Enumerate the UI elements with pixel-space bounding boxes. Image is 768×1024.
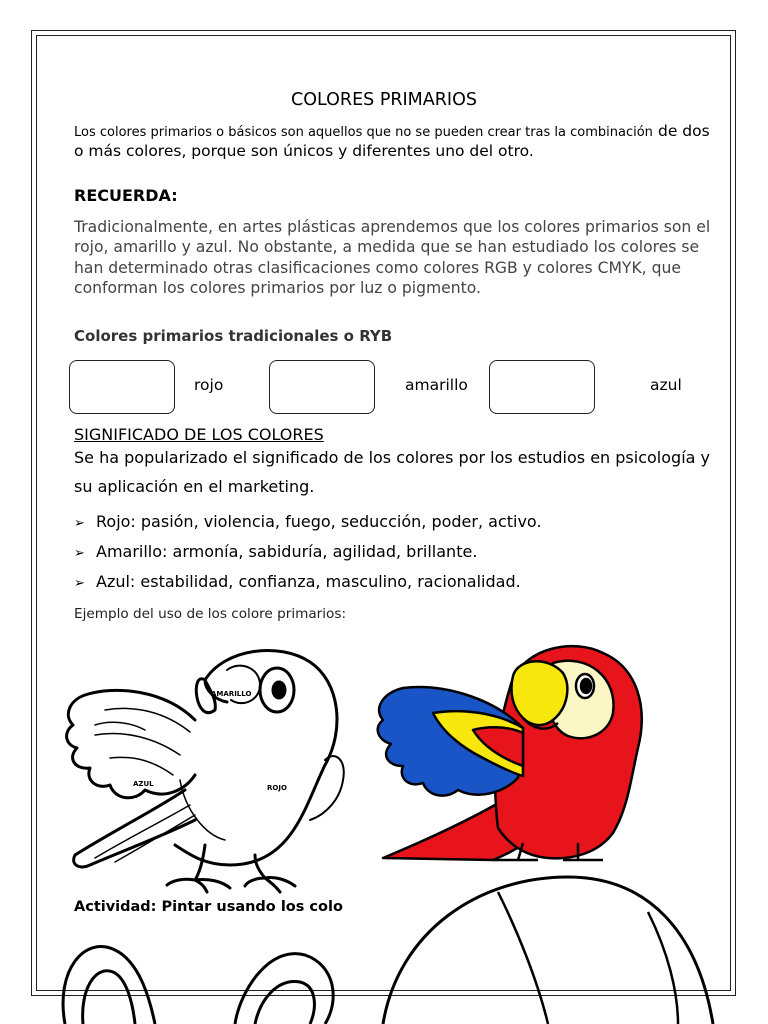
- color-box-amarillo[interactable]: [269, 360, 375, 414]
- intro-paragraph: [74, 122, 714, 160]
- significado-heading: SIGNIFICADO DE LOS COLORES: [74, 425, 324, 444]
- significado-text: Se ha popularizado el significado de los colores por los estudios en psicología y su aplicación en el marketing.: [74, 448, 710, 496]
- parrot-outline-illustration: [55, 640, 355, 895]
- list-item-text: Rojo: pasión, violencia, fuego, seducción, poder, activo.: [96, 512, 542, 531]
- arrow-bullet-icon: ➢: [74, 516, 85, 531]
- color-label-azul: azul: [650, 376, 682, 394]
- recuerda-text: Tradicionalmente, en artes plásticas aprendemos que los colores primarios son el rojo, amarillo y azul. No obstante, a medida que se han estudiado los colores se han determinado otras clasificaciones como colores RGB y colores CMYK, que conforman los colores primarios por luz o pigmento.: [74, 218, 711, 297]
- recuerda-heading: RECUERDA:: [74, 186, 178, 205]
- intro-text-part2: de dos o más colores, porque son únicos y diferentes uno del otro.: [74, 122, 710, 160]
- meaning-list: [74, 509, 542, 599]
- list-item-text: Amarillo: armonía, sabiduría, agilidad, brillante.: [96, 542, 478, 561]
- parrot-label-rojo: ROJO: [267, 784, 287, 792]
- rabbit-ears-outline-illustration: [55, 930, 345, 1024]
- parrot-label-azul: AZUL: [133, 780, 154, 788]
- intro-text-part1: Los colores primarios o básicos son aquellos que no se pueden crear tras la combinación: [74, 125, 653, 140]
- actividad-instruction: Actividad: Pintar usando los colo: [74, 899, 343, 915]
- ryb-heading: Colores primarios tradicionales o RYB: [74, 327, 393, 345]
- list-item-text: Azul: estabilidad, confianza, masculino, racionalidad.: [96, 572, 521, 591]
- arrow-bullet-icon: ➢: [74, 546, 85, 561]
- parrot-colored-illustration: [373, 638, 658, 863]
- arrow-bullet-icon: ➢: [74, 576, 85, 591]
- color-box-azul[interactable]: [489, 360, 595, 414]
- list-item: [74, 539, 542, 569]
- parrot-label-amarillo: AMARILLO: [211, 690, 252, 698]
- color-label-rojo: rojo: [194, 376, 224, 394]
- list-item: [74, 509, 542, 539]
- list-item: [74, 569, 542, 599]
- color-label-amarillo: amarillo: [405, 376, 468, 394]
- color-box-rojo[interactable]: [69, 360, 175, 414]
- ball-outline-illustration: [378, 872, 718, 1024]
- ejemplo-caption: Ejemplo del uso de los colore primarios:: [74, 606, 347, 622]
- page-title: COLORES PRIMARIOS: [291, 90, 477, 110]
